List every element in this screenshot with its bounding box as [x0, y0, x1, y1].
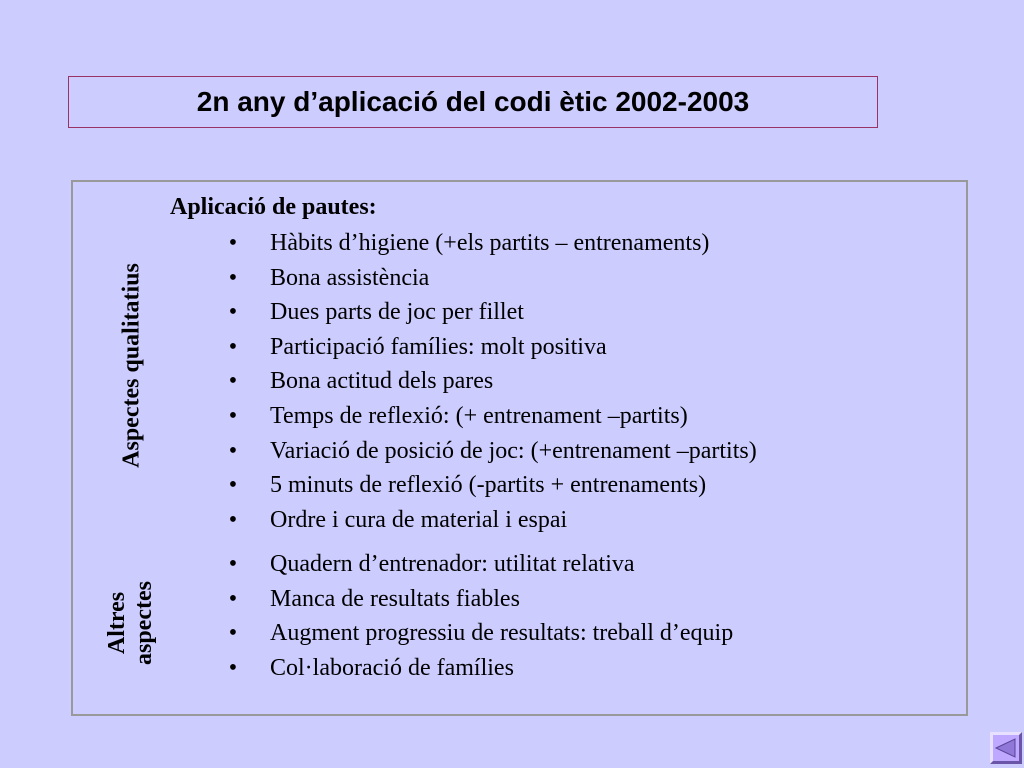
bullet-icon: •	[228, 620, 238, 647]
list-item-text: Quadern d’entrenador: utilitat relativa	[270, 551, 635, 577]
list-item	[223, 261, 757, 296]
list-item-text: Temps de reflexió: (+ entrenament –partits)	[270, 402, 688, 429]
list-item	[223, 295, 757, 330]
slide-title: 2n any d’aplicació del codi ètic 2002-2003	[196, 86, 750, 117]
section-label-other-line2: aspectes	[131, 581, 157, 665]
list-item-text: Participació famílies: molt positiva	[270, 333, 607, 360]
list-item	[223, 364, 757, 399]
bullet-icon: •	[228, 654, 238, 681]
section-label-qualitative: Aspectes qualitatius	[118, 263, 145, 468]
list-item	[223, 434, 757, 469]
title-box	[68, 76, 878, 128]
list-item-text: Bona actitud dels pares	[270, 368, 494, 395]
qualitative-list	[223, 226, 757, 537]
list-item-text: Ordre i cura de material i espai	[270, 506, 568, 533]
list-item	[223, 547, 733, 582]
bullet-icon: •	[228, 402, 238, 429]
content-box	[71, 180, 968, 716]
list-item-text: Col·laboració de famílies	[270, 654, 514, 681]
bullet-icon: •	[228, 437, 238, 464]
bullet-icon: •	[228, 333, 238, 360]
other-list	[223, 547, 733, 685]
section-label-other-line1: Altres	[104, 591, 130, 655]
list-item	[223, 399, 757, 434]
qualitative-section	[73, 182, 966, 714]
list-item	[223, 226, 757, 261]
bullet-icon: •	[228, 585, 238, 612]
list-item-text: Bona assistència	[270, 264, 430, 291]
bullet-icon: •	[228, 264, 238, 291]
list-item	[223, 616, 733, 651]
list-item-text: Variació de posició de joc: (+entrenament –partits)	[270, 437, 757, 464]
bullet-icon: •	[228, 230, 238, 256]
list-item	[223, 503, 757, 538]
list-item	[223, 651, 733, 686]
bullet-icon: •	[228, 506, 238, 533]
list-item	[223, 468, 757, 503]
bullet-icon: •	[228, 472, 238, 499]
back-button[interactable]	[990, 732, 1022, 764]
bullet-icon: •	[228, 368, 238, 395]
list-item-text: 5 minuts de reflexió (-partits + entrenaments)	[270, 472, 707, 499]
list-item-text: Manca de resultats fiables	[270, 585, 520, 612]
list-item-text: Dues parts de joc per fillet	[270, 299, 524, 326]
bullet-icon: •	[228, 551, 238, 577]
list-item-text: Hàbits d’higiene (+els partits – entrenaments)	[270, 230, 710, 256]
list-item	[223, 330, 757, 365]
bullet-icon: •	[228, 299, 238, 326]
back-triangle-icon	[993, 735, 1019, 761]
list-item-text: Augment progressiu de resultats: treball d’equip	[270, 620, 734, 647]
section-heading: Aplicació de pautes:	[170, 194, 377, 220]
list-item	[223, 582, 733, 617]
